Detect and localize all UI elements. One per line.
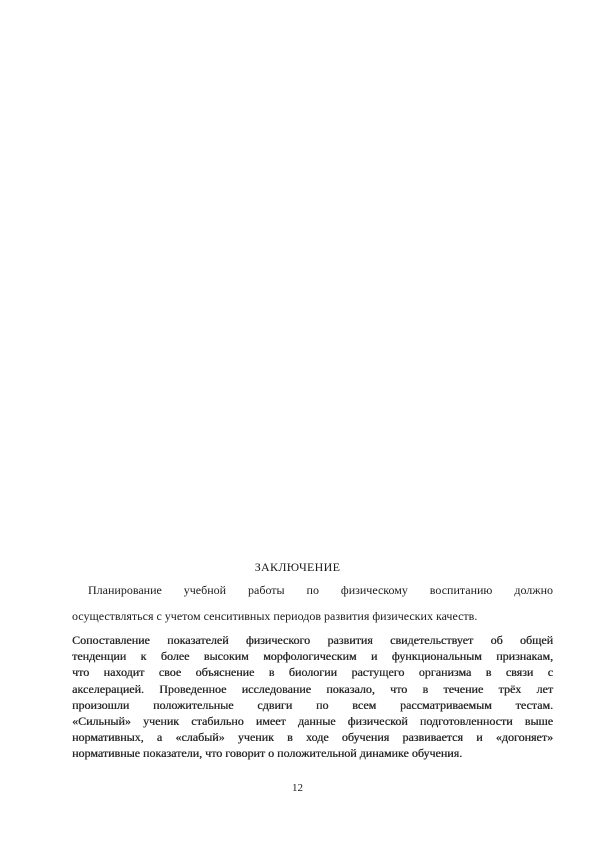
paragraph-2-line-7: нормативных, а «слабый» ученик в ходе обучения развивается и «догоняет» [72,730,553,745]
paragraph-2-line-5: произошли положительные сдвиги по всем рассматриваемым тестам. [72,697,553,712]
paragraph-2-line-8: нормативные показатели, что говорит о положительной динамике обучения. [72,746,463,761]
paragraph-1-line-1: Планирование учебной работы по физическому воспитанию должно [88,583,553,597]
paragraph-1-line-2: осуществляться с учетом сенситивных периодов развития физических качеств. [72,609,478,623]
paragraph-2-line-6: «Сильный» ученик стабильно имеет данные физической подготовленности выше [72,713,553,728]
paragraph-2-line-3: что находит свое объяснение в биологии растущего организма в связи с [72,665,553,680]
page-number: 12 [292,782,303,794]
paragraph-2-line-1: Сопоставление показателей физического развития свидетельствует об общей [72,633,553,647]
paragraph-2 [72,632,553,762]
paragraph-2-line-4: акселерацией. Проведенное исследование показало, что в течение трёх лет [72,681,553,696]
paragraph-2-line-2: тенденции к более высоким морфологическим и функциональным признакам, [72,649,553,664]
section-heading: ЗАКЛЮЧЕНИЕ [254,560,341,574]
